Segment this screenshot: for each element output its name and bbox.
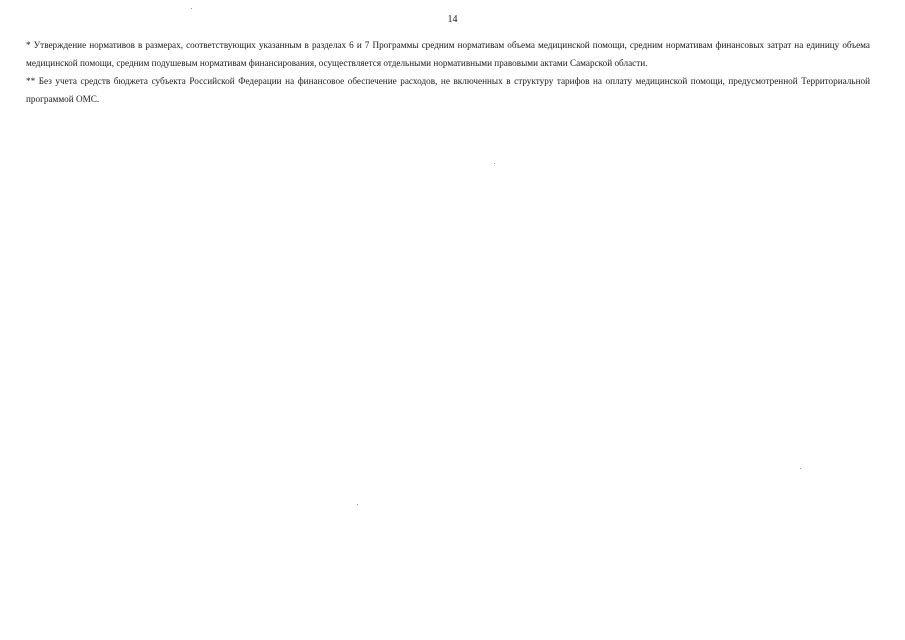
footnotes [26, 36, 870, 108]
scan-speck [800, 468, 801, 469]
page-number: 14 [447, 14, 458, 25]
footnote-2 [26, 72, 870, 108]
scan-speck [494, 163, 495, 164]
footnote-1-marker: * [26, 40, 31, 50]
footnote-1 [26, 36, 870, 72]
footnote-2-marker: ** [26, 76, 36, 86]
scan-speck [357, 504, 358, 505]
footnote-1-text: Утверждение нормативов в размерах, соответствующих указанным в разделах 6 и 7 Программы средним нормативам объема медицинской помощи, средним нормативам финансовых затрат на единицу объема медицинской помощи, средним подушевым нормативам финансирования, осуществляется отдельными нормативными правовыми актами Самарской области. [26, 40, 871, 68]
footnote-2-text: Без учета средств бюджета субъекта Российской Федерации на финансовое обеспечение расходов, не включенных в структуру тарифов на оплату медицинской помощи, предусмотренной Территориальной программой ОМС. [26, 76, 870, 104]
scan-speck [191, 8, 192, 9]
